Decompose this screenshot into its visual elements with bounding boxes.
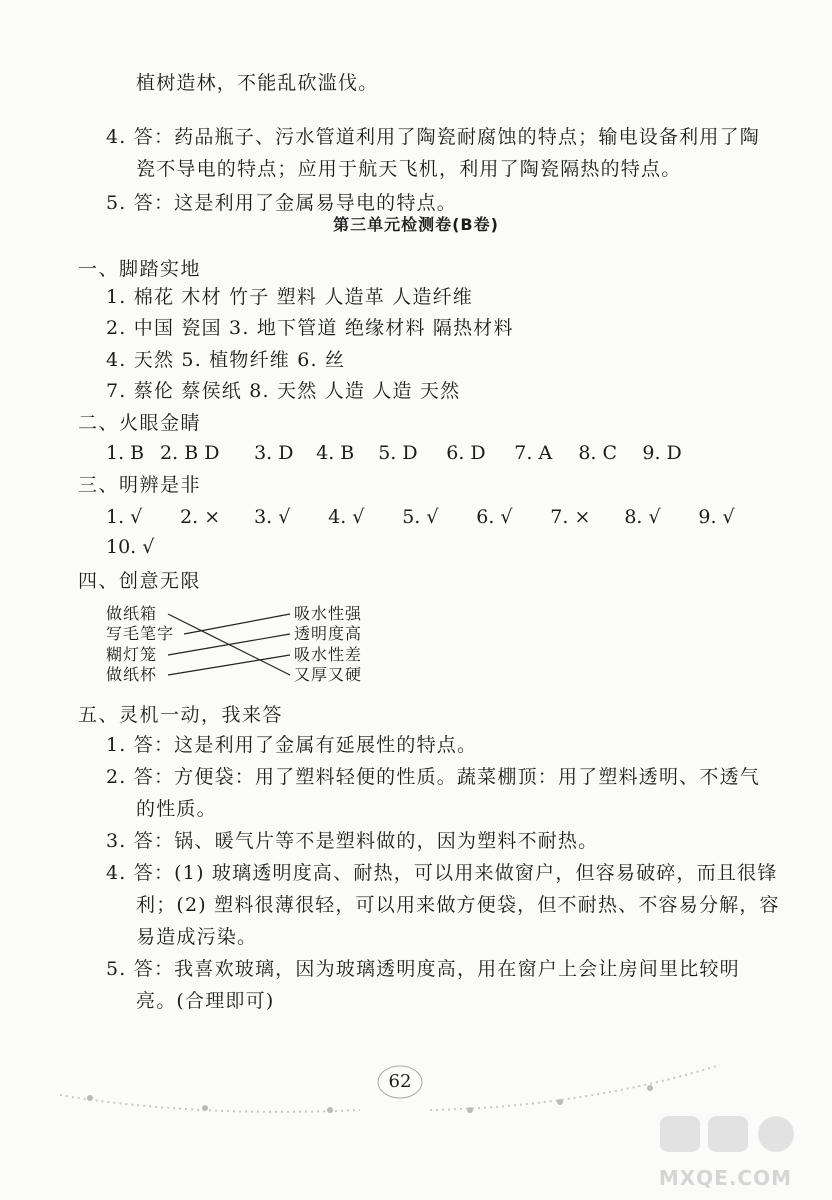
page-title: 第三单元检测卷(B卷) bbox=[333, 215, 499, 234]
match-right-3: 吸水性差 bbox=[294, 645, 363, 664]
section-5-answer-4-line-3: 易造成污染。 bbox=[136, 926, 258, 948]
match-left-3: 糊灯笼 bbox=[106, 645, 158, 664]
choice-answer: 8. C bbox=[578, 442, 618, 464]
judgement-answer: 9. √ bbox=[698, 506, 735, 528]
choice-answer: 2. B D bbox=[160, 442, 220, 464]
judgement-answer: 1. √ bbox=[106, 506, 143, 528]
section-5-answer-2-line-2: 的性质。 bbox=[136, 798, 217, 820]
section-3-heading: 三、明辨是非 bbox=[78, 474, 202, 496]
choice-answer: 7. A bbox=[514, 442, 553, 464]
section-2-heading: 二、火眼金睛 bbox=[78, 412, 202, 434]
judgement-answer: 5. √ bbox=[402, 506, 439, 528]
match-left-1: 做纸箱 bbox=[106, 604, 158, 623]
section-5-answer-5-line-2: 亮。(合理即可) bbox=[136, 990, 275, 1012]
choice-answer: 6. D bbox=[446, 442, 486, 464]
match-right-4: 又厚又硬 bbox=[294, 665, 363, 684]
section-1-line-1: 1. 棉花 木材 竹子 塑料 人造革 人造纤维 bbox=[106, 286, 473, 308]
match-line bbox=[168, 655, 290, 675]
judgement-answer-10: 10. √ bbox=[106, 536, 155, 558]
choice-answer: 4. B bbox=[316, 442, 355, 464]
section-1-line-3: 4. 天然 5. 植物纤维 6. 丝 bbox=[106, 349, 346, 371]
prev-answer-5: 5. 答：这是利用了金属易导电的特点。 bbox=[106, 192, 457, 214]
match-left-2: 写毛笔字 bbox=[106, 624, 175, 643]
section-5-answer-4-line-1: 4. 答：(1) 玻璃透明度高、耐热，可以用来做窗户，但容易破碎，而且很锋 bbox=[106, 862, 778, 884]
section-1-heading: 一、脚踏实地 bbox=[78, 258, 202, 280]
section-5-answer-3: 3. 答：锅、暖气片等不是塑料做的，因为塑料不耐热。 bbox=[106, 830, 599, 852]
section-4-heading: 四、创意无限 bbox=[78, 570, 202, 592]
section-5-answer-5-line-1: 5. 答：我喜欢玻璃，因为玻璃透明度高，用在窗户上会让房间里比较明 bbox=[106, 958, 740, 980]
choice-answer: 9. D bbox=[642, 442, 682, 464]
judgement-answer: 7. × bbox=[550, 506, 591, 528]
watermark-text: MXQE.COM bbox=[658, 1166, 792, 1190]
choice-answer: 3. D bbox=[254, 442, 294, 464]
page-number: 62 bbox=[388, 1071, 412, 1092]
match-line bbox=[168, 634, 290, 655]
prev-answer-4-line-1: 4. 答：药品瓶子、污水管道利用了陶瓷耐腐蚀的特点；输电设备利用了陶 bbox=[106, 126, 760, 148]
section-1-line-4: 7. 蔡伦 蔡侯纸 8. 天然 人造 人造 天然 bbox=[106, 380, 461, 402]
match-left-4: 做纸杯 bbox=[106, 665, 158, 684]
match-right-2: 透明度高 bbox=[294, 624, 363, 643]
section-5-answer-4-line-2: 利；(2) 塑料很薄很轻，可以用来做方便袋，但不耐热、不容易分解，容 bbox=[136, 894, 780, 916]
match-right-1: 吸水性强 bbox=[294, 604, 363, 623]
choice-answer: 1. B bbox=[106, 442, 145, 464]
judgement-answer: 6. √ bbox=[476, 506, 513, 528]
section-5-answer-2-line-1: 2. 答：方便袋：用了塑料轻便的性质。蔬菜棚顶：用了塑料透明、不透气 bbox=[106, 766, 760, 788]
section-1-line-2: 2. 中国 瓷国 3. 地下管道 绝缘材料 隔热材料 bbox=[106, 317, 514, 339]
section-5-heading: 五、灵机一动，我来答 bbox=[78, 704, 284, 726]
match-line bbox=[184, 614, 290, 634]
prev-answer-4-line-2: 瓷不导电的特点；应用于航天飞机，利用了陶瓷隔热的特点。 bbox=[136, 158, 682, 180]
judgement-answer: 2. × bbox=[180, 506, 221, 528]
prev-answer-continuation: 植树造林，不能乱砍滥伐。 bbox=[136, 72, 379, 94]
judgement-answer: 4. √ bbox=[328, 506, 365, 528]
judgement-answer: 3. √ bbox=[254, 506, 291, 528]
section-5-answer-1: 1. 答：这是利用了金属有延展性的特点。 bbox=[106, 734, 478, 756]
judgement-answer: 8. √ bbox=[624, 506, 661, 528]
choice-answer: 5. D bbox=[378, 442, 418, 464]
